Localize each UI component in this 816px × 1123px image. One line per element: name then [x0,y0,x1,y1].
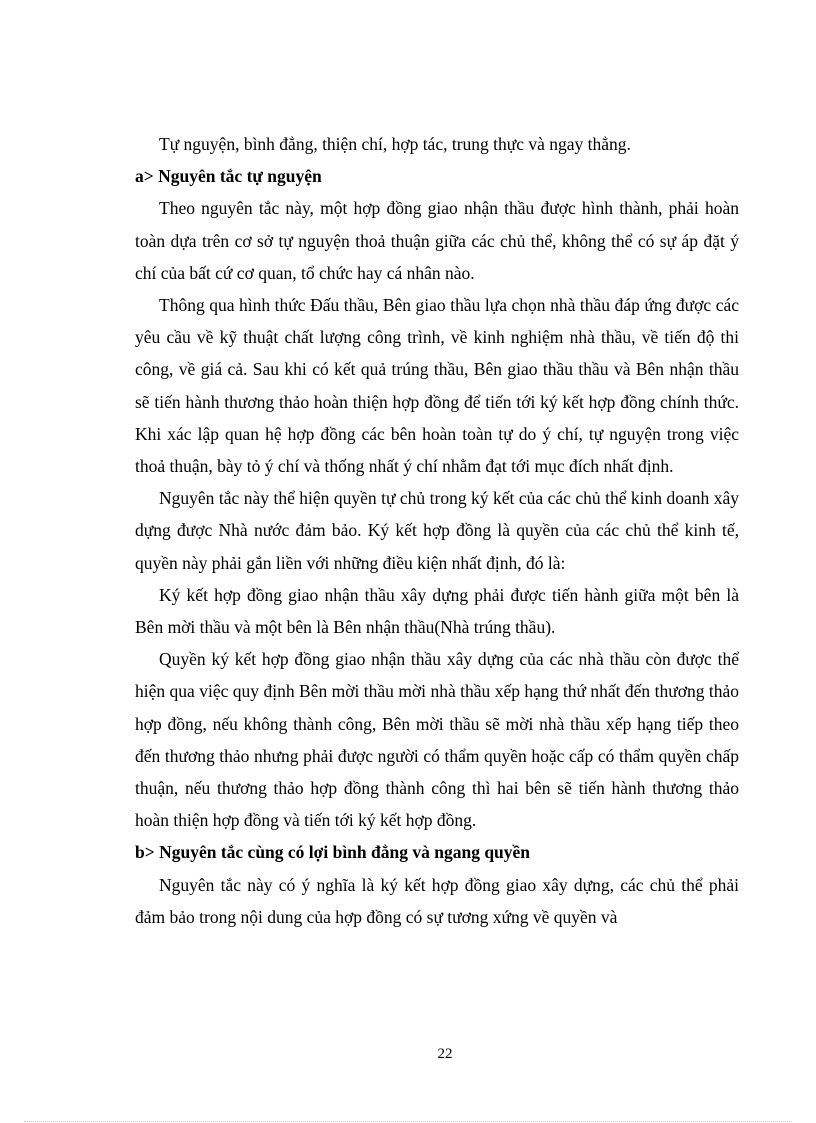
section-heading-a: a> Nguyên tắc tự nguyện [135,166,322,187]
page-body [135,128,739,933]
page-bottom-rule [24,1121,792,1122]
paragraph: Nguyên tắc này thể hiện quyền tự chủ trong ký kết của các chủ thể kinh doanh xây dựng được Nhà nước đảm bảo. Ký kết hợp đồng là quyền của các chủ thể kinh tế, quyền này phải gắn liền với những điều kiện nhất định, đó là: [135,488,739,573]
page-number: 22 [437,1046,453,1062]
paragraph: Ký kết hợp đồng giao nhận thầu xây dựng phải được tiến hành giữa một bên là Bên mời thầu và một bên là Bên nhận thầu(Nhà trúng thầu). [135,584,739,638]
paragraph: Nguyên tắc này có ý nghĩa là ký kết hợp đồng giao xây dựng, các chủ thể phải đảm bảo trong nội dung của hợp đồng có sự tương xứng về quyền và [135,874,739,927]
paragraph: Quyền ký kết hợp đồng giao nhận thầu xây dựng của các nhà thầu còn được thể hiện qua việc quy định Bên mời thầu mời nhà thầu xếp hạng thứ nhất đến thương thảo hợp đồng, nếu không thành công, Bên mời thầu sẽ mời nhà thầu xếp hạng tiếp theo đến thương thảo nhưng phải được người có thẩm quyền hoặc cấp có thẩm quyền chấp thuận, nếu thương thảo hợp đồng thành công thì hai bên sẽ tiến hành thương thảo hoàn thiện hợp đồng và tiến tới ký kết hợp đồng. [135,649,739,831]
paragraph-intro: Tự nguyện, bình đẳng, thiện chí, hợp tác, trung thực và ngay thẳng. [159,134,631,154]
section-heading-b: b> Nguyên tắc cùng có lợi bình đẳng và ngang quyền [135,842,531,863]
paragraph: Theo nguyên tắc này, một hợp đồng giao nhận thầu được hình thành, phải hoàn toàn dựa trên cơ sở tự nguyện thoả thuận giữa các chủ thể, không thể có sự áp đặt ý chí của bất cứ cơ quan, tổ chức hay cá nhân nào. [135,198,739,283]
paragraph: Thông qua hình thức Đấu thầu, Bên giao thầu lựa chọn nhà thầu đáp ứng được các yêu cầu về kỹ thuật chất lượng công trình, về kinh nghiệm nhà thầu, về tiến độ thi công, về giá cả. Sau khi có kết quả trúng thầu, Bên giao thầu thầu và Bên nhận thầu sẽ tiến hành thương thảo hoàn thiện hợp đồng để tiến tới ký kết hợp đồng chính thức. Khi xác lập quan hệ hợp đồng các bên hoàn toàn tự do ý chí, tự nguyện trong việc thoả thuận, bày tỏ ý chí và thống nhất ý chí nhằm đạt tới mục đích nhất định. [135,295,739,477]
